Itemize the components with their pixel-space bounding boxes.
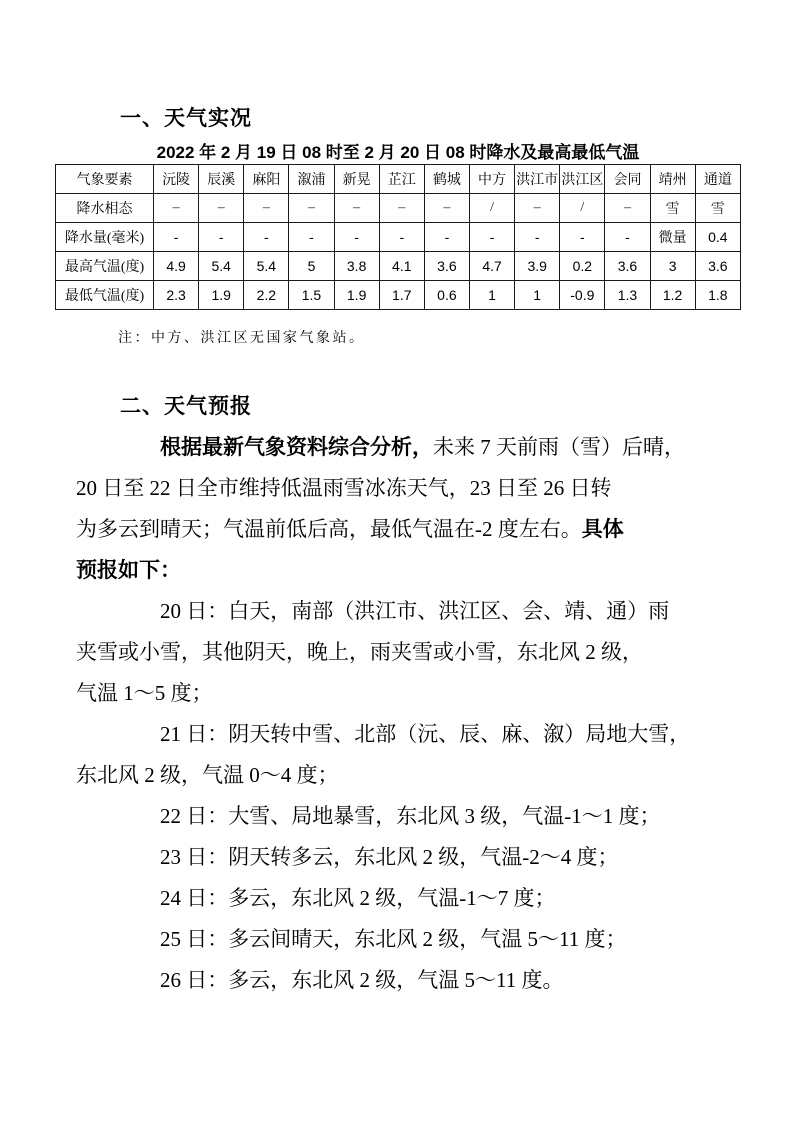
value-cell: -: [469, 223, 514, 252]
value-cell: /: [560, 194, 605, 223]
value-cell: 雪: [650, 194, 695, 223]
value-cell: –: [199, 194, 244, 223]
text-segment: 21 日：阴天转中雪、北部（沅、辰、麻、溆）局地大雪，: [160, 722, 691, 746]
text-segment: 预报如下：: [76, 558, 181, 582]
text-segment: 25 日：多云间晴天，东北风 2 级，气温 5～11 度；: [160, 927, 627, 951]
text-segment: 24 日：多云，东北风 2 级，气温-1～7 度；: [160, 886, 556, 910]
body-line: [76, 550, 736, 591]
text-segment: 东北风 2 级，气温 0～4 度；: [76, 763, 339, 787]
text-segment: 夹雪或小雪，其他阴天，晚上，雨夹雪或小雪，东北风 2 级，: [76, 640, 643, 664]
body-line: [76, 755, 736, 796]
header-cell-station: 沅陵: [154, 165, 199, 194]
text-segment: 20 日至 22 日全市维持低温雨雪冰冻天气，23 日至 26 日转: [76, 476, 612, 500]
text-segment: 具体: [581, 517, 624, 541]
value-cell: –: [379, 194, 424, 223]
text-segment: 未来 7 天前雨（雪）后晴，: [433, 435, 685, 459]
value-cell: –: [334, 194, 379, 223]
body-line: [76, 468, 736, 509]
weather-table: [55, 164, 741, 310]
forecast-body: [76, 427, 736, 1001]
weather-table-title: 2022 年 2 月 19 日 08 时至 2 月 20 日 08 时降水及最高最低气温: [156, 143, 640, 162]
value-cell: –: [515, 194, 560, 223]
value-cell: 5.4: [244, 252, 289, 281]
value-cell: –: [154, 194, 199, 223]
header-cell-station: 溆浦: [289, 165, 334, 194]
value-cell: 3.6: [605, 252, 650, 281]
weather-table-head: [56, 165, 741, 194]
value-cell: 4.7: [469, 252, 514, 281]
row-label-cell: 降水量(毫米): [56, 223, 154, 252]
value-cell: 1.9: [334, 281, 379, 310]
body-line: [76, 714, 736, 755]
value-cell: 3: [650, 252, 695, 281]
table-row: [56, 252, 741, 281]
value-cell: –: [424, 194, 469, 223]
value-cell: 3.6: [424, 252, 469, 281]
header-cell-element-label: 气象要素: [56, 165, 154, 194]
body-line: [76, 509, 736, 550]
value-cell: 1.8: [695, 281, 740, 310]
value-cell: 0.2: [560, 252, 605, 281]
value-cell: 4.1: [379, 252, 424, 281]
value-cell: -: [424, 223, 469, 252]
value-cell: 4.9: [154, 252, 199, 281]
value-cell: 0.4: [695, 223, 740, 252]
table-footnote: 注：中方、洪江区无国家气象站。: [118, 331, 366, 346]
row-label-cell: 最高气温(度): [56, 252, 154, 281]
value-cell: 微量: [650, 223, 695, 252]
text-segment: 22 日：大雪、局地暴雪，东北风 3 级，气温-1～1 度；: [160, 804, 661, 828]
value-cell: -: [515, 223, 560, 252]
header-cell-station: 辰溪: [199, 165, 244, 194]
header-cell-station: 新晃: [334, 165, 379, 194]
section1-heading: 一、天气实况: [120, 107, 252, 130]
value-cell: 1.3: [605, 281, 650, 310]
value-cell: 1.5: [289, 281, 334, 310]
text-segment: 26 日：多云，东北风 2 级，气温 5～11 度。: [160, 968, 564, 992]
header-cell-station: 会同: [605, 165, 650, 194]
text-segment: 23 日：阴天转多云，东北风 2 级，气温-2～4 度；: [160, 845, 619, 869]
body-line: [76, 632, 736, 673]
header-cell-station: 靖州: [650, 165, 695, 194]
row-label-cell: 降水相态: [56, 194, 154, 223]
body-line: [76, 591, 736, 632]
section2-heading: 二、天气预报: [120, 395, 252, 418]
value-cell: 3.9: [515, 252, 560, 281]
body-line: [76, 796, 736, 837]
value-cell: -: [560, 223, 605, 252]
value-cell: -: [605, 223, 650, 252]
value-cell: 1.7: [379, 281, 424, 310]
value-cell: 5: [289, 252, 334, 281]
weather-table-body: [56, 194, 741, 310]
value-cell: 3.6: [695, 252, 740, 281]
value-cell: 0.6: [424, 281, 469, 310]
value-cell: 1.9: [199, 281, 244, 310]
row-label-cell: 最低气温(度): [56, 281, 154, 310]
value-cell: –: [605, 194, 650, 223]
value-cell: -: [289, 223, 334, 252]
body-line: [76, 673, 736, 714]
header-cell-station: 洪江区: [560, 165, 605, 194]
value-cell: -: [379, 223, 424, 252]
header-cell-station: 鹤城: [424, 165, 469, 194]
text-segment: 根据最新气象资料综合分析，: [160, 435, 433, 459]
value-cell: -: [199, 223, 244, 252]
body-line: [76, 837, 736, 878]
header-cell-station: 麻阳: [244, 165, 289, 194]
value-cell: 1: [469, 281, 514, 310]
value-cell: -0.9: [560, 281, 605, 310]
value-cell: -: [154, 223, 199, 252]
body-line: [76, 878, 736, 919]
body-line: [76, 960, 736, 1001]
weather-table-header-row: [56, 165, 741, 194]
body-line: [76, 427, 736, 468]
value-cell: 雪: [695, 194, 740, 223]
value-cell: –: [244, 194, 289, 223]
value-cell: 1.2: [650, 281, 695, 310]
text-segment: 20 日：白天，南部（洪江市、洪江区、会、靖、通）雨: [160, 599, 670, 623]
value-cell: 2.3: [154, 281, 199, 310]
value-cell: 1: [515, 281, 560, 310]
table-row: [56, 194, 741, 223]
text-segment: 气温 1～5 度；: [76, 681, 213, 705]
value-cell: /: [469, 194, 514, 223]
value-cell: 3.8: [334, 252, 379, 281]
value-cell: 5.4: [199, 252, 244, 281]
text-segment: 为多云到晴天；气温前低后高，最低气温在-2 度左右。: [76, 517, 582, 541]
header-cell-station: 芷江: [379, 165, 424, 194]
body-line: [76, 919, 736, 960]
header-cell-station: 洪江市: [515, 165, 560, 194]
value-cell: –: [289, 194, 334, 223]
header-cell-station: 通道: [695, 165, 740, 194]
table-row: [56, 281, 741, 310]
value-cell: -: [244, 223, 289, 252]
table-row: [56, 223, 741, 252]
value-cell: -: [334, 223, 379, 252]
value-cell: 2.2: [244, 281, 289, 310]
header-cell-station: 中方: [469, 165, 514, 194]
